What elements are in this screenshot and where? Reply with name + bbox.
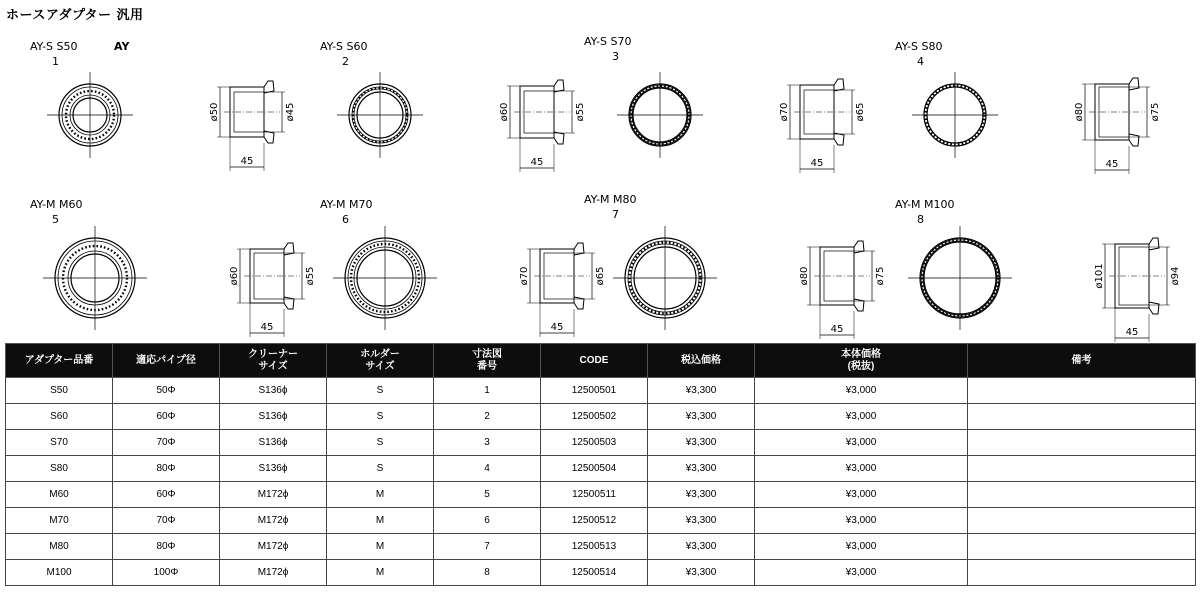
table-cell: ¥3,000	[755, 404, 968, 430]
outer-diameter-label: ø101	[1094, 263, 1105, 289]
part-number: 8	[917, 213, 924, 226]
table-cell: 1	[434, 378, 541, 404]
inner-diameter-label: ø94	[1170, 266, 1181, 286]
table-cell: ¥3,300	[648, 534, 755, 560]
table-cell: S136ϕ	[220, 404, 327, 430]
column-header-text: サイズ	[258, 360, 288, 372]
table-cell: 100Φ	[113, 560, 220, 586]
front-view	[43, 226, 147, 330]
length-label: 45	[260, 322, 274, 333]
column-header-text: 税込価格	[681, 354, 721, 366]
table-cell: S70	[6, 430, 113, 456]
table-cell: M	[327, 482, 434, 508]
inner-diameter-label: ø75	[875, 266, 886, 286]
length-label: 45	[1105, 159, 1119, 170]
length-label: 45	[240, 156, 254, 167]
table-cell: 12500504	[541, 456, 648, 482]
part-diagram-svg	[30, 40, 320, 200]
column-header	[113, 344, 220, 378]
table-cell: S136ϕ	[220, 430, 327, 456]
part-number: 5	[52, 213, 59, 226]
column-header-text: 番号	[477, 360, 497, 372]
table-row	[6, 378, 1196, 404]
outer-diameter-label: ø60	[499, 102, 510, 122]
part-number: 1	[52, 55, 59, 68]
column-header-text: ホルダー	[360, 348, 400, 360]
table-cell	[968, 482, 1196, 508]
front-view	[337, 72, 423, 158]
inner-diameter-label: ø65	[855, 102, 866, 122]
table-cell: ¥3,000	[755, 456, 968, 482]
table-cell: 4	[434, 456, 541, 482]
table-cell: S	[327, 430, 434, 456]
part-drawing-6	[320, 198, 610, 358]
table-cell: ¥3,300	[648, 430, 755, 456]
part-model-label: AY-S S70	[584, 35, 632, 48]
table-cell: S	[327, 378, 434, 404]
table-cell: S50	[6, 378, 113, 404]
table-row	[6, 482, 1196, 508]
side-view	[519, 243, 606, 337]
column-header-text: アダプター品番	[24, 354, 94, 366]
side-view	[209, 81, 296, 171]
front-view	[47, 72, 133, 158]
dimension-drawings	[0, 22, 1200, 340]
length-label: 45	[830, 324, 844, 335]
column-header	[434, 344, 541, 378]
part-number: 3	[612, 50, 619, 63]
outer-diameter-label: ø80	[1074, 102, 1085, 122]
part-drawing-2	[320, 40, 610, 200]
table-cell: S	[327, 404, 434, 430]
length-label: 45	[810, 158, 824, 169]
column-header-text: 備考	[1071, 354, 1092, 366]
table-row	[6, 404, 1196, 430]
length-label: 45	[550, 322, 564, 333]
column-header	[541, 344, 648, 378]
part-diagram-svg	[600, 198, 890, 358]
side-view	[229, 243, 316, 337]
part-number: 6	[342, 213, 349, 226]
table-row	[6, 430, 1196, 456]
table-cell: 70Φ	[113, 430, 220, 456]
side-view	[799, 241, 886, 339]
column-header	[648, 344, 755, 378]
table-cell: S	[327, 456, 434, 482]
table-cell: M172ϕ	[220, 560, 327, 586]
part-model-label: AY-M M80	[584, 193, 637, 206]
outer-diameter-label: ø70	[779, 102, 790, 122]
side-view	[1074, 78, 1161, 174]
table-cell: ¥3,300	[648, 508, 755, 534]
table-cell: M172ϕ	[220, 482, 327, 508]
table-cell: 12500513	[541, 534, 648, 560]
table-cell: M60	[6, 482, 113, 508]
table-cell	[968, 430, 1196, 456]
column-header	[327, 344, 434, 378]
column-header	[6, 344, 113, 378]
table-cell: S60	[6, 404, 113, 430]
part-drawing-8	[895, 198, 1185, 358]
table-cell	[968, 560, 1196, 586]
part-model-label: AY-M M100	[895, 198, 955, 211]
part-number: 4	[917, 55, 924, 68]
table-cell: M	[327, 534, 434, 560]
table-cell: 7	[434, 534, 541, 560]
table-cell: ¥3,000	[755, 430, 968, 456]
table-cell: ¥3,000	[755, 560, 968, 586]
column-header-text: CODE	[579, 354, 609, 366]
table-cell: ¥3,300	[648, 404, 755, 430]
table-cell: 50Φ	[113, 378, 220, 404]
table-cell: M	[327, 508, 434, 534]
part-tag: AY	[114, 40, 130, 53]
part-drawing-7	[584, 193, 890, 358]
front-view	[912, 72, 998, 158]
table-cell: ¥3,000	[755, 508, 968, 534]
table-cell: ¥3,300	[648, 482, 755, 508]
front-view	[613, 226, 717, 330]
table-cell	[968, 456, 1196, 482]
front-view	[333, 226, 437, 330]
inner-diameter-label: ø55	[305, 266, 316, 286]
part-drawing-4	[895, 40, 1185, 200]
outer-diameter-label: ø70	[519, 266, 530, 286]
table-body	[6, 378, 1196, 586]
table-cell: 12500511	[541, 482, 648, 508]
part-diagram-svg	[320, 198, 610, 358]
part-diagram-svg	[320, 40, 610, 200]
table-cell: 6	[434, 508, 541, 534]
column-header	[220, 344, 327, 378]
length-label: 45	[1125, 327, 1139, 338]
part-diagram-svg	[30, 198, 320, 358]
table-cell	[968, 508, 1196, 534]
length-label: 45	[530, 157, 544, 168]
table-cell: 2	[434, 404, 541, 430]
table-cell: M80	[6, 534, 113, 560]
table-cell: M	[327, 560, 434, 586]
table-cell	[968, 378, 1196, 404]
part-model-label: AY-M M70	[320, 198, 373, 211]
table-cell: 12500512	[541, 508, 648, 534]
table-cell	[968, 404, 1196, 430]
table-cell: M172ϕ	[220, 508, 327, 534]
table-cell: M70	[6, 508, 113, 534]
part-model-label: AY-S S60	[320, 40, 368, 53]
column-header	[968, 344, 1196, 378]
table-cell: 12500514	[541, 560, 648, 586]
table-cell: S136ϕ	[220, 456, 327, 482]
part-number: 2	[342, 55, 349, 68]
inner-diameter-label: ø55	[575, 102, 586, 122]
spec-table	[5, 343, 1196, 586]
column-header-text: 本体価格	[841, 348, 881, 360]
column-header-text: (税抜)	[847, 360, 875, 372]
outer-diameter-label: ø50	[209, 102, 220, 122]
table-cell: 70Φ	[113, 508, 220, 534]
table-row	[6, 456, 1196, 482]
table-cell: 12500501	[541, 378, 648, 404]
front-view	[908, 226, 1012, 330]
table-cell: 60Φ	[113, 482, 220, 508]
table-cell: 3	[434, 430, 541, 456]
table-header-row	[6, 344, 1196, 378]
table-cell: ¥3,000	[755, 378, 968, 404]
table-cell: ¥3,000	[755, 482, 968, 508]
part-drawing-5	[30, 198, 320, 358]
table-cell: ¥3,300	[648, 378, 755, 404]
outer-diameter-label: ø80	[799, 266, 810, 286]
table-cell: 12500502	[541, 404, 648, 430]
table-row	[6, 560, 1196, 586]
table-cell: M172ϕ	[220, 534, 327, 560]
part-model-label: AY-S S50	[30, 40, 78, 53]
column-header-text: 寸法図	[472, 348, 502, 360]
table-cell: 12500503	[541, 430, 648, 456]
table-cell: 60Φ	[113, 404, 220, 430]
inner-diameter-label: ø65	[595, 266, 606, 286]
table-cell: ¥3,300	[648, 456, 755, 482]
part-model-label: AY-M M60	[30, 198, 83, 211]
column-header	[755, 344, 968, 378]
side-view	[1094, 238, 1181, 342]
front-view	[617, 72, 703, 158]
side-view	[779, 79, 866, 173]
part-drawing-1	[30, 40, 320, 200]
part-number: 7	[612, 208, 619, 221]
column-header-text: 適応パイプ径	[136, 354, 196, 366]
table-cell: ¥3,000	[755, 534, 968, 560]
table-cell	[968, 534, 1196, 560]
table-row	[6, 534, 1196, 560]
table-cell: 80Φ	[113, 456, 220, 482]
table-cell: S136ϕ	[220, 378, 327, 404]
side-view	[499, 80, 586, 172]
table-row	[6, 508, 1196, 534]
part-diagram-svg	[600, 40, 890, 200]
outer-diameter-label: ø60	[229, 266, 240, 286]
column-header-text: クリーナー	[248, 348, 298, 360]
column-header-text: サイズ	[365, 360, 395, 372]
inner-diameter-label: ø45	[285, 102, 296, 122]
table-cell: ¥3,300	[648, 560, 755, 586]
table-cell: 8	[434, 560, 541, 586]
table-cell: S80	[6, 456, 113, 482]
table-cell: 80Φ	[113, 534, 220, 560]
part-diagram-svg	[895, 40, 1185, 200]
page-title: ホースアダプター 汎用	[6, 8, 144, 23]
table-cell: 5	[434, 482, 541, 508]
table-cell: M100	[6, 560, 113, 586]
part-model-label: AY-S S80	[895, 40, 943, 53]
inner-diameter-label: ø75	[1150, 102, 1161, 122]
part-diagram-svg	[895, 198, 1185, 358]
